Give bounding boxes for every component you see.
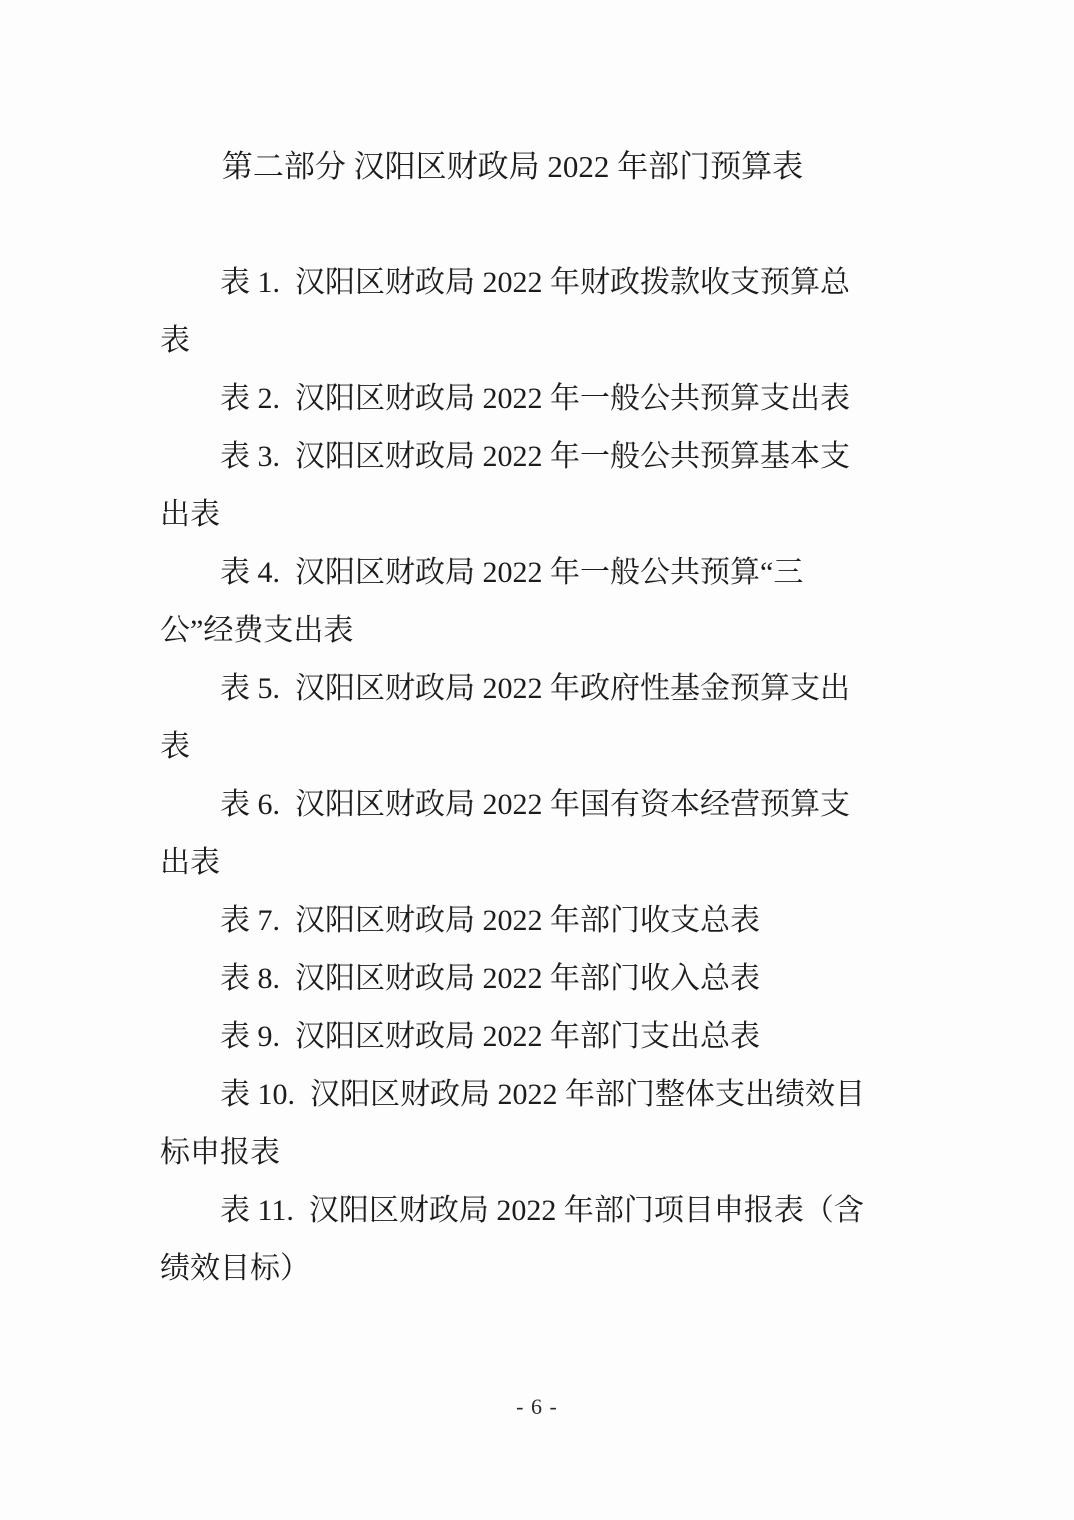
page-number: - 6 - — [516, 1394, 558, 1419]
toc-item-table-5: 表 5. 汉阳区财政局 2022 年政府性基金预算支出表 — [160, 672, 850, 763]
toc-item-table-7: 表 7. 汉阳区财政局 2022 年部门收支总表 — [220, 904, 760, 937]
toc-item-table-4: 表 4. 汉阳区财政局 2022 年一般公共预算“三公”经费支出表 — [160, 556, 804, 647]
toc-item-table-6: 表 6. 汉阳区财政局 2022 年国有资本经营预算支出表 — [160, 788, 850, 879]
toc-item-table-10: 表 10. 汉阳区财政局 2022 年部门整体支出绩效目标申报表 — [160, 1078, 865, 1169]
toc-item-table-9: 表 9. 汉阳区财政局 2022 年部门支出总表 — [220, 1020, 760, 1053]
toc-item-table-8: 表 8. 汉阳区财政局 2022 年部门收入总表 — [220, 962, 760, 995]
page-content — [160, 138, 865, 1298]
section-title: 第二部分 汉阳区财政局 2022 年部门预算表 — [221, 149, 804, 184]
toc-item-table-1: 表 1. 汉阳区财政局 2022 年财政拨款收支预算总表 — [160, 266, 850, 357]
toc-item-table-2: 表 2. 汉阳区财政局 2022 年一般公共预算支出表 — [220, 382, 850, 415]
toc-item-table-11: 表 11. 汉阳区财政局 2022 年部门项目申报表（含绩效目标） — [160, 1194, 864, 1285]
toc-item-table-3: 表 3. 汉阳区财政局 2022 年一般公共预算基本支出表 — [160, 440, 850, 531]
